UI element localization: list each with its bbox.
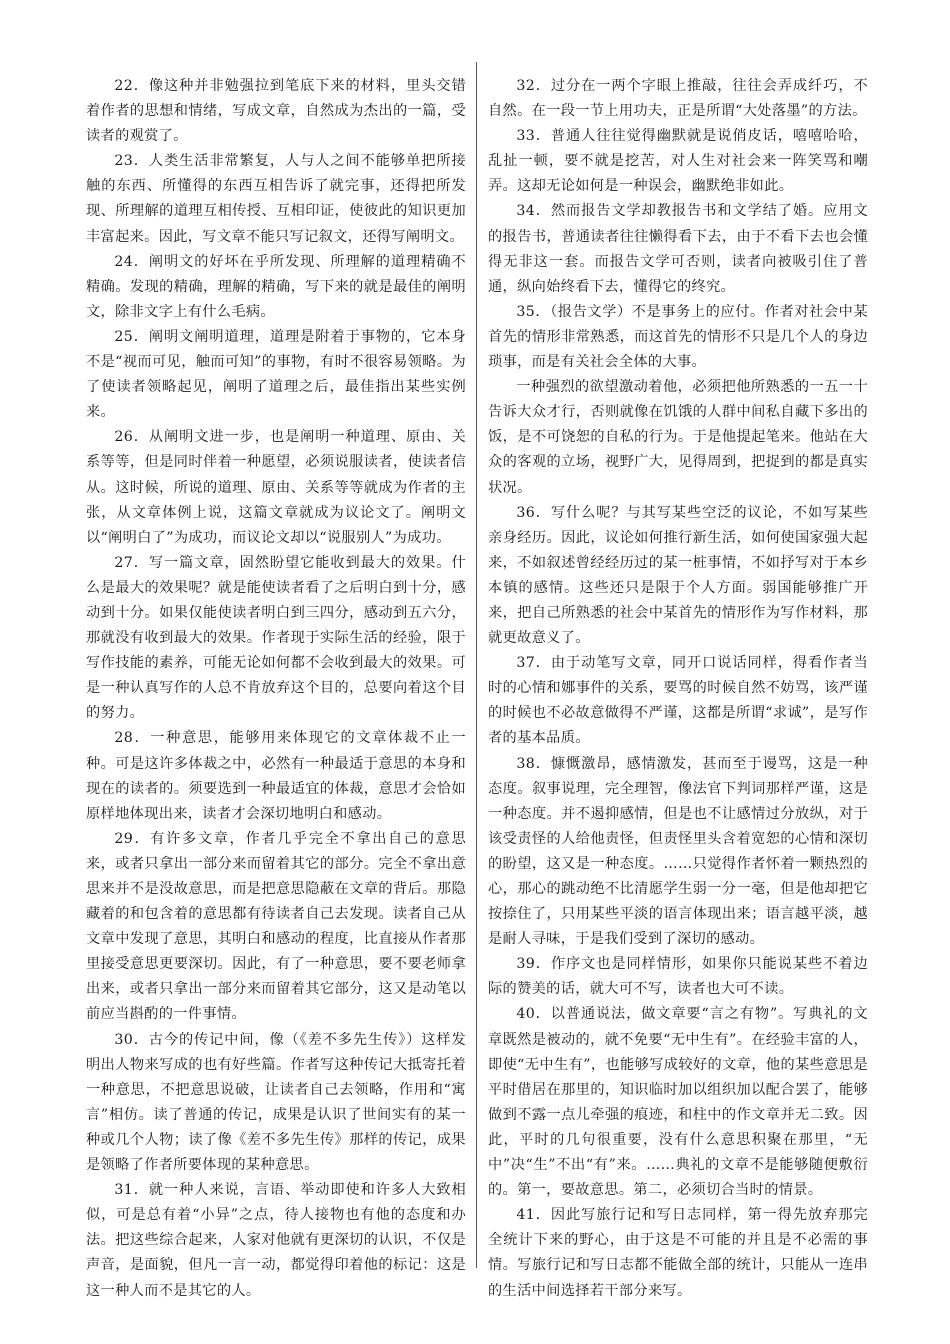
paragraph-30: 30．古今的传记中间，像（《差不多先生传》）这样发明出人物来写成的也有好些篇。作者写这种传记大抵寄托着一种意思，不把意思说破，让读者自己去领略，作用和“寓言”相仿。读了普通的传记，成果是认识了世间实有的某一种或几个人物；读了像《差不多先生传》那样的传记，成果是领略了作者所要体现的某种意思。 bbox=[86, 1031, 466, 1174]
paragraph-29: 29．有许多文章，作者几乎完全不拿出自己的意思来，或者只拿出一部分来而留着其它的部分。完全不拿出意思来并不是没故意思，而是把意思隐蔽在文章的背后。那隐藏着的和包含着的意思都有待读者自己去发现。读者自己从文章中发现了意思，其明白和感动的程度，比直接从作者那里接受意思更要深切。因此，有了一种意思，要不要老师拿出来，或者只拿出一部分来而留着其它部分，这又是动笔以前应当斟酌的一件事情。 bbox=[86, 830, 466, 1023]
paragraph-35-continued: 一种强烈的欲望激动着他，必须把他所熟悉的一五一十告诉大众才行，否则就像在饥饿的人群中间私自藏下多出的饭，是不可饶恕的自私的行为。于是他提起笔来。他站在大众的客观的立场，视野广大，见得周到，把捉到的都是真实状况。 bbox=[488, 379, 868, 496]
column-divider bbox=[476, 62, 477, 1268]
paragraph-33: 33．普通人往往觉得幽默就是说俏皮话，嘻嘻哈哈，乱扯一顿，要不就是挖苦，对人生对社会来一阵笑骂和嘲弄。这却无论如何是一种误会，幽默绝非如此。 bbox=[488, 128, 868, 195]
paragraph-34: 34．然而报告文学却教报告书和文学结了婚。应用文的报告书，普通读者往往懒得看下去，由于不看下去也会懂得无非这一套。而报告文学可否则，读者向被吸引住了普通，纵向始终看下去，懂得它的终究。 bbox=[488, 203, 868, 295]
paragraph-35: 35．（报告文学）不是事务上的应付。作者对社会中某首先的情形非常熟悉，而这首先的情形不只是几个人的身边琐事，而是有关社会全体的大事。 bbox=[488, 303, 868, 371]
paragraph-40: 40．以普通说法，做文章要“言之有物”。写典礼的文章既然是被动的，就不免要“无中生有”。在经验丰富的人，即使“无中生有”，也能够写成较好的文章，他的某些意思是平时借居在那里的，知识临时加以组织加以配合罢了，能够做到不露一点儿牵强的痕迹，和柱中的作文章并无二致。因此，平时的几句很重要，没有什么意思积聚在那里，“无中”决“生”不出“有”来。……典礼的文章不是能够随便敷衍的。第一，要故意思。第二，必须切合当时的情景。 bbox=[488, 1006, 868, 1199]
paragraph-32: 32．过分在一两个字眼上推敲，往往会弄成纤巧，不自然。在一段一节上用功夫，正是所谓“大处落墨”的方法。 bbox=[488, 78, 868, 120]
paragraph-41: 41．因此写旅行记和写日志同样，第一得先放弃那完全统计下来的野心，由于这是不可能的并且是不必需的事情。写旅行记和写日志都不能做全部的统计，只能从一连串的生活中间选择若干部分来写。 bbox=[488, 1207, 868, 1299]
paragraph-31: 31．就一种人来说，言语、举动即使和许多人大致相似，可是总有着“小异”之点，待人接物也有他的态度和办法。把这些综合起来，人家对他就有更深切的认识，不仅是声音，是面貌，但凡一言一动，都觉得印着他的标记：这是这一种人而不是其它的人。 bbox=[86, 1182, 466, 1299]
left-column bbox=[86, 74, 466, 1304]
paragraph-24: 24．阐明文的好坏在乎所发现、所理解的道理精确不精确。发现的精确，理解的精确，写下来的就是最佳的阐明文，除非文字上有什么毛病。 bbox=[86, 253, 466, 320]
right-column bbox=[488, 74, 868, 1304]
paragraph-28: 28．一种意思，能够用来体现它的文章体裁不止一种。可是这许多体裁之中，必然有一种最适于意思的本身和现在的读者的。须要选到一种最适宜的体裁，意思才会恰如原样地体现出来，读者才会深切地明白和感动。 bbox=[86, 730, 466, 822]
paragraph-36: 36．写什么呢？与其写某些空泛的议论，不如写某些亲身经历。因此，议论如何推行新生活，如何使国家强大起来，不如叙述曾经经历过的某一桩事情，不如抒写对于本乡本镇的感情。这些还只是限于个人方面。弱国能够推广开来，把自己所熟悉的社会中某首先的情形作为写作材料，那就更故意义了。 bbox=[488, 504, 868, 647]
paragraph-23: 23．人类生活非常繁复，人与人之间不能够单把所接触的东西、所懂得的东西互相告诉了就完事，还得把所发现、所理解的道理互相传授、互相印证，使彼此的知识更加丰富起来。因此，写文章不能只写记叙文，还得写阐明文。 bbox=[86, 153, 466, 245]
paragraph-26: 26．从阐明文进一步，也是阐明一种道理、原由、关系等等，但是同时伴着一种愿望，必须说服读者，使读者信从。这时候，所说的道理、原由、关系等等就成为作者的主张，从文章体例上说，这篇文章就成为议论文了。阐明文以“阐明白了”为成功，而议论文却以“说服别人”为成功。 bbox=[86, 429, 466, 546]
paragraph-39: 39．作序文也是同样情形，如果你只能说某些不着边际的赞美的话，就大可不写，读者也大可不读。 bbox=[488, 956, 868, 998]
paragraph-27: 27．写一篇文章，固然盼望它能收到最大的效果。什么是最大的效果呢？就是能使读者看了之后明白到十分，感动到十分。如果仅能使读者明白到三四分，感动到五六分，那就没有收到最大的效果。作者现于实际生活的经验，限于写作技能的素养，可能无论如何都不会收到最大的效果。可是一种认真写作的人总不肯放弃这个目的，总要向着这个目的努力。 bbox=[86, 554, 466, 722]
paragraph-25: 25．阐明文阐明道理，道理是附着于事物的，它本身不是“视而可见，触而可知”的事物，有时不很容易领略。为了使读者领略起见，阐明了道理之后，最佳指出某些实例来。 bbox=[86, 328, 466, 421]
paragraph-38: 38．慷慨激昂，感情激发，甚而至于谩骂，这是一种态度。叙事说理，完全理智，像法官下判词那样严谨，这是一种态度。并不遏抑感情，但是也不让感情过分放纵，对于该受责怪的人给他责怪，但责怪里头含着宽恕的心情和深切的盼望，这又是一种态度。……只觉得作者怀着一颗热烈的心，那心的跳动绝不比清愿学生弱一分一毫，但是他却把它按捺住了，只用某些平淡的语言体现出来；语言越平淡，越是耐人寻味，于是我们受到了深切的感动。 bbox=[488, 755, 868, 948]
paragraph-22: 22．像这种并非勉强拉到笔底下来的材料，里头交错着作者的思想和情绪，写成文章，自然成为杰出的一篇，受读者的观赏了。 bbox=[86, 78, 466, 145]
paragraph-37: 37．由于动笔写文章，同开口说话同样，得看作者当时的心情和娜事件的关系，要骂的时候自然不妨骂，该严谨的时候也不必故意做得不严谨，这都是所谓“求诚”，是写作者的基本品质。 bbox=[488, 655, 868, 747]
